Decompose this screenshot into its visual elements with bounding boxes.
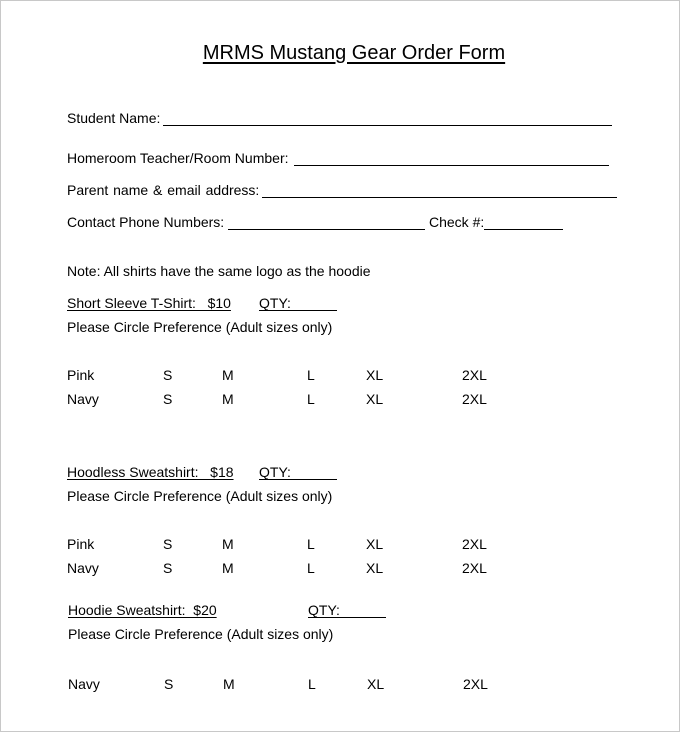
- hoodie-heading: Hoodie Sweatshirt: $20: [68, 602, 217, 618]
- tshirt-qty-label: QTY:: [259, 295, 291, 311]
- tshirt-qty-field[interactable]: [259, 310, 337, 311]
- tshirt-pink-size-s[interactable]: S: [163, 367, 173, 383]
- tshirt-preference: Please Circle Preference (Adult sizes only): [67, 319, 333, 335]
- tshirt-navy-size-m[interactable]: M: [222, 391, 234, 407]
- note-text: Note: All shirts have the same logo as the hoodie: [67, 263, 371, 279]
- hoodless-preference: Please Circle Preference (Adult sizes only): [67, 488, 333, 504]
- hoodless-pink-size-2xl[interactable]: 2XL: [462, 536, 487, 552]
- hoodless-pink-size-xl[interactable]: XL: [366, 536, 384, 552]
- check-label: Check #:: [429, 214, 485, 230]
- tshirt-navy-size-s[interactable]: S: [163, 391, 173, 407]
- phone-label: Contact Phone Numbers:: [67, 214, 225, 230]
- hoodie-qty-label: QTY:: [308, 602, 340, 618]
- hoodless-row-pink-color: Pink: [67, 536, 95, 552]
- parent-field[interactable]: [262, 197, 617, 198]
- hoodie-qty-field[interactable]: [308, 617, 386, 618]
- hoodless-pink-size-l[interactable]: L: [307, 536, 315, 552]
- hoodless-navy-size-xl[interactable]: XL: [366, 560, 384, 576]
- hoodless-qty-label: QTY:: [259, 464, 291, 480]
- hoodless-pink-size-s[interactable]: S: [163, 536, 173, 552]
- hoodless-qty-field[interactable]: [259, 479, 337, 480]
- hoodless-navy-size-m[interactable]: M: [222, 560, 234, 576]
- student-name-label: Student Name:: [67, 110, 161, 126]
- check-field[interactable]: [484, 229, 563, 230]
- tshirt-heading: Short Sleeve T-Shirt: $10: [67, 295, 231, 311]
- hoodie-preference: Please Circle Preference (Adult sizes only): [68, 626, 334, 642]
- tshirt-row-navy-color: Navy: [67, 391, 99, 407]
- homeroom-label: Homeroom Teacher/Room Number:: [67, 150, 289, 166]
- hoodless-pink-size-m[interactable]: M: [222, 536, 234, 552]
- tshirt-navy-size-xl[interactable]: XL: [366, 391, 384, 407]
- hoodless-navy-size-s[interactable]: S: [163, 560, 173, 576]
- tshirt-pink-size-l[interactable]: L: [307, 367, 315, 383]
- tshirt-navy-size-l[interactable]: L: [307, 391, 315, 407]
- hoodless-heading: Hoodless Sweatshirt: $18: [67, 464, 234, 480]
- hoodless-navy-size-l[interactable]: L: [307, 560, 315, 576]
- tshirt-pink-size-2xl[interactable]: 2XL: [462, 367, 487, 383]
- phone-field[interactable]: [228, 229, 425, 230]
- parent-label: Parent name & email address:: [67, 182, 260, 198]
- hoodless-row-navy-color: Navy: [67, 560, 99, 576]
- hoodie-row-navy-color: Navy: [68, 676, 100, 692]
- hoodie-navy-size-2xl[interactable]: 2XL: [463, 676, 488, 692]
- tshirt-row-pink-color: Pink: [67, 367, 95, 383]
- page-title: MRMS Mustang Gear Order Form: [202, 42, 506, 64]
- hoodie-navy-size-xl[interactable]: XL: [367, 676, 385, 692]
- tshirt-pink-size-m[interactable]: M: [222, 367, 234, 383]
- hoodie-navy-size-s[interactable]: S: [164, 676, 174, 692]
- student-name-field[interactable]: [163, 125, 612, 126]
- hoodless-navy-size-2xl[interactable]: 2XL: [462, 560, 487, 576]
- hoodie-navy-size-m[interactable]: M: [223, 676, 235, 692]
- tshirt-navy-size-2xl[interactable]: 2XL: [462, 391, 487, 407]
- tshirt-pink-size-xl[interactable]: XL: [366, 367, 384, 383]
- homeroom-field[interactable]: [294, 165, 609, 166]
- hoodie-navy-size-l[interactable]: L: [308, 676, 316, 692]
